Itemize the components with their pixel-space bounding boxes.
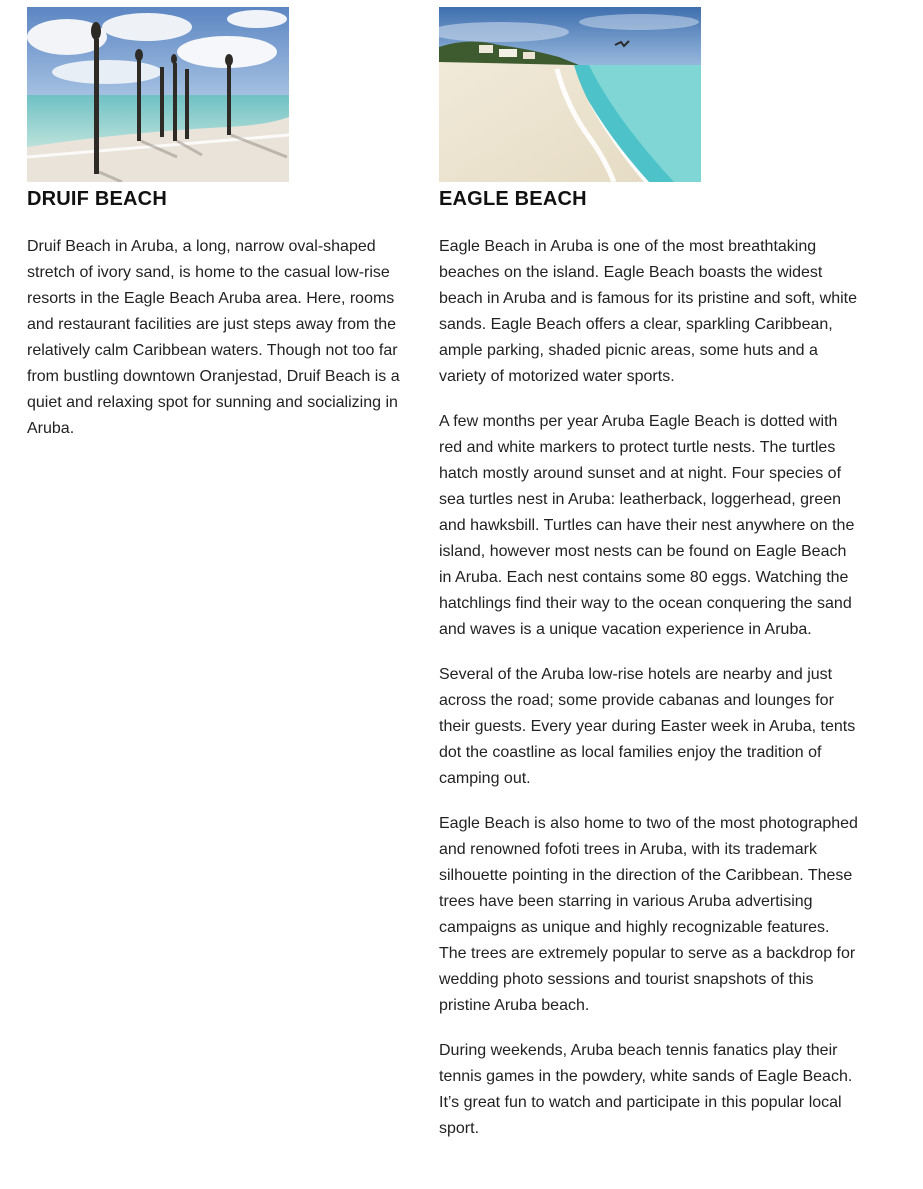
beach-pelicans-on-posts-photo [27,7,289,182]
eagle-beach-paragraph-5: During weekends, Aruba beach tennis fanatics play their tennis games in the powdery, white sands of Eagle Beach. It’s great fun to watch and participate in this popular local sport. [439,1042,853,1137]
druif-beach-paragraph: Druif Beach in Aruba, a long, narrow oval-shaped stretch of ivory sand, is home to the casual low-rise resorts in the Eagle Beach Aruba area. Here, rooms and restaurant facilities are just steps away from the relatively calm Caribbean waters. Though not too far from bustling downtown Oranjestad, Druif Beach is a quiet and relaxing spot for sunning and socializing in Aruba. [27,238,400,437]
eagle-beach-paragraph-4: Eagle Beach is also home to two of the most photographed and renowned fofoti trees in Aruba, with its trademark silhouette pointing in the direction of the Caribbean. These trees have been starring in various Aruba advertising campaigns as unique and highly recognizable features. The trees are extremely popular to serve as a backdrop for wedding photo sessions and tourist snapshots of this pristine Aruba beach. [439,815,858,1014]
eagle-beach-title: EAGLE BEACH [439,188,587,210]
eagle-beach-paragraph-1: Eagle Beach in Aruba is one of the most breathtaking beaches on the island. Eagle Beach boasts the widest beach in Aruba and is famous for its pristine and soft, white sands. Eagle Beach offers a clear, sparkling Caribbean, ample parking, shaded picnic areas, some huts and a variety of motorized water sports. [439,238,858,385]
eagle-beach-paragraph-3: Several of the Aruba low-rise hotels are nearby and just across the road; some provide cabanas and lounges for their guests. Every year during Easter week in Aruba, tents dot the coastline as local families enjoy the tradition of camping out. [439,666,856,787]
druif-beach-title: DRUIF BEACH [27,188,167,210]
druif-beach-section [27,7,402,442]
eagle-beach-shoreline-photo [439,7,701,182]
eagle-beach-section [439,7,859,1142]
eagle-beach-paragraph-2: A few months per year Aruba Eagle Beach is dotted with red and white markers to protect turtle nests. The turtles hatch mostly around sunset and at night. Four species of sea turtles nest in Aruba: leatherback, loggerhead, green and hawksbill. Turtles can have their nest anywhere on the island, however most nests can be found on Eagle Beach in Aruba. Each nest contains some 80 eggs. Watching the hatchlings find their way to the ocean conquering the sand and waves is a unique vacation experience in Aruba. [439,413,855,638]
